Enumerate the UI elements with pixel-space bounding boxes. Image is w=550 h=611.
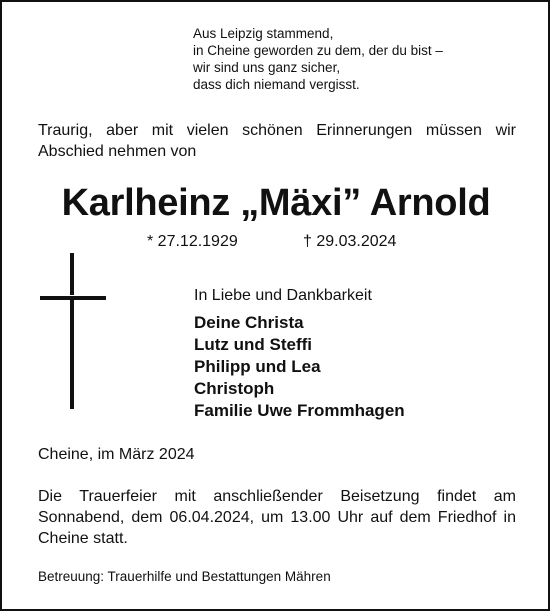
mourner-name: Deine Christa <box>194 313 304 332</box>
memorial-poem <box>193 25 443 93</box>
poem-line: in Cheine geworden zu dem, der du bist – <box>193 43 443 58</box>
latin-cross-icon <box>40 253 106 409</box>
mourner-name: Christoph <box>194 379 275 398</box>
poem-line: dass dich niemand vergisst. <box>193 77 360 92</box>
mourner-name: Lutz und Steffi <box>194 335 313 354</box>
mourners-list <box>194 312 405 422</box>
cross-vertical-bar <box>69 253 74 409</box>
mourner-name: Familie Uwe Frommhagen <box>194 401 405 420</box>
funeral-home-credit: Betreuung: Trauerhilfe und Bestattungen Mähren <box>38 569 331 584</box>
intro-text: Traurig, aber mit vielen schönen Erinnerungen müssen wir Abschied nehmen von <box>38 122 516 160</box>
cross-horizontal-bar <box>40 295 106 300</box>
birth-date: * 27.12.1929 <box>147 233 238 250</box>
poem-line: wir sind uns ganz sicher, <box>193 60 341 75</box>
death-date: † 29.03.2024 <box>303 233 397 250</box>
deceased-name: Karlheinz „Mäxi” Arnold <box>61 182 491 224</box>
mourner-name: Philipp und Lea <box>194 357 321 376</box>
poem-line: Aus Leipzig stammend, <box>193 26 334 41</box>
place-date: Cheine, im März 2024 <box>38 446 195 463</box>
funeral-info: Die Trauerfeier mit anschließender Beisetzung findet am Sonnabend, dem 06.04.2024, um 13.00 Uhr auf dem Friedhof in Cheine statt. <box>38 488 516 547</box>
mourners-intro: In Liebe und Dankbarkeit <box>194 287 372 304</box>
